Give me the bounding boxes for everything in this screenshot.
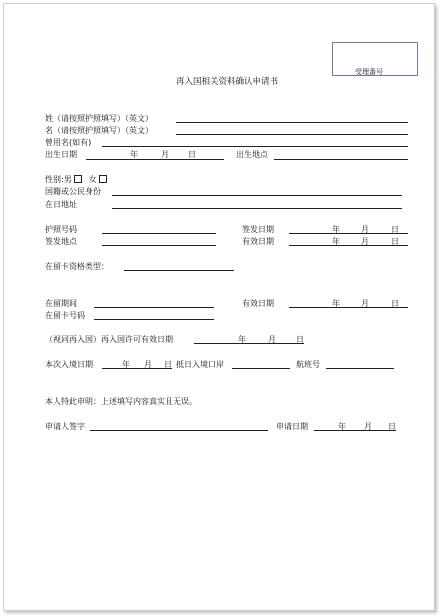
reentry-valid-field[interactable] — [194, 343, 304, 344]
flight-number-label: 航班号 — [296, 360, 320, 369]
gender-label: 性别: — [45, 175, 64, 184]
reentry-day-unit: 日 — [296, 335, 304, 344]
residence-status-label: 在留卡资格类型： — [45, 262, 109, 271]
reentry-month-unit: 月 — [268, 335, 276, 344]
valid-month-unit: 月 — [361, 237, 369, 246]
entry-month-unit: 月 — [144, 360, 152, 369]
valid-date2-label: 有效日期 — [242, 299, 274, 308]
residence-card-number-label: 在留卡号码 — [45, 311, 85, 320]
entry-day-unit: 日 — [164, 360, 172, 369]
residence-period-field[interactable] — [94, 307, 214, 308]
issue-month-unit: 月 — [361, 225, 369, 234]
receipt-number-box — [332, 42, 418, 76]
given-name-label: 名（请按照护照填写）（英文） — [45, 126, 153, 135]
valid2-day-unit: 日 — [391, 299, 399, 308]
valid-date-label: 有效日期 — [242, 237, 274, 246]
receipt-number-label: 受理番号 — [355, 68, 383, 76]
entry-year-unit: 年 — [122, 360, 130, 369]
application-year-unit: 年 — [338, 422, 346, 431]
former-name-label: 曾用名(如有) — [45, 138, 92, 147]
residence-card-number-field[interactable] — [94, 319, 214, 320]
application-month-unit: 月 — [364, 422, 372, 431]
surname-label: 姓（请按照护照填写）（英文） — [45, 114, 153, 123]
signature-label: 申请人签字 — [45, 422, 85, 431]
gender-female-checkbox[interactable] — [99, 175, 107, 183]
entry-date-field[interactable] — [102, 368, 172, 369]
home-address-label: 在日地址 — [45, 200, 77, 209]
declaration-text: 本人特此申明：上述填写内容真实且无误。 — [45, 397, 197, 406]
birth-place-field[interactable] — [274, 159, 408, 160]
passport-number-label: 护照号码 — [45, 225, 77, 234]
issue-place-field[interactable] — [102, 245, 216, 246]
nationality-label: 国籍或公民身份 — [45, 187, 101, 196]
application-day-unit: 日 — [388, 422, 396, 431]
birth-day-unit: 日 — [188, 150, 196, 159]
valid-year-unit: 年 — [332, 237, 340, 246]
reentry-year-unit: 年 — [238, 335, 246, 344]
application-date-label: 申请日期 — [276, 422, 308, 431]
gender-row — [45, 175, 110, 185]
signature-field[interactable] — [90, 430, 268, 431]
valid2-month-unit: 月 — [361, 299, 369, 308]
former-name-field[interactable] — [102, 146, 408, 147]
residence-status-field[interactable] — [124, 270, 234, 271]
valid-day-unit: 日 — [391, 237, 399, 246]
passport-number-field[interactable] — [102, 233, 216, 234]
birth-place-label: 出生地点 — [236, 150, 268, 159]
residence-period-label: 在留期间 — [45, 299, 77, 308]
gender-male-checkbox[interactable] — [74, 175, 82, 183]
surname-field[interactable] — [176, 122, 408, 123]
entry-port-label: 抵日入境口岸 — [176, 360, 224, 369]
gender-female-label: 女 — [88, 175, 97, 184]
nationality-field[interactable] — [112, 195, 402, 196]
birth-date-field[interactable] — [86, 159, 224, 160]
flight-number-field[interactable] — [326, 368, 394, 369]
issue-year-unit: 年 — [332, 225, 340, 234]
issue-day-unit: 日 — [391, 225, 399, 234]
entry-date-label: 本次入境日期 — [45, 360, 93, 369]
form-title: 再入国相关资料确认申请书 — [176, 77, 279, 87]
reentry-valid-label: （视同再入国）再入国许可有效日期 — [45, 335, 173, 344]
birth-year-unit: 年 — [130, 150, 138, 159]
entry-port-field[interactable] — [232, 368, 290, 369]
given-name-field[interactable] — [176, 134, 408, 135]
birth-date-label: 出生日期 — [45, 150, 77, 159]
gender-male-label: 男 — [63, 175, 72, 184]
application-date-field[interactable] — [314, 430, 396, 431]
issue-date-label: 签发日期 — [242, 225, 274, 234]
application-form-page — [3, 3, 435, 611]
issue-place-label: 签发地点 — [45, 237, 77, 246]
birth-month-unit: 月 — [161, 150, 169, 159]
valid2-year-unit: 年 — [332, 299, 340, 308]
home-address-field[interactable] — [112, 208, 402, 209]
